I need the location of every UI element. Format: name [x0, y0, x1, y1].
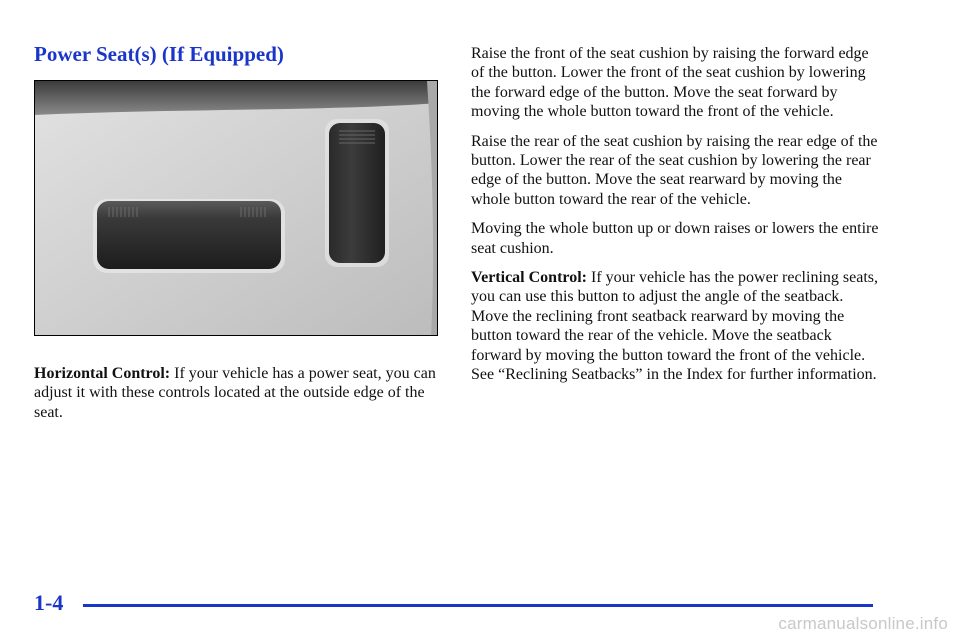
vertical-control-paragraph [471, 268, 881, 384]
horizontal-control-label: Horizontal Control: [34, 365, 171, 382]
right-column [471, 44, 881, 395]
page-number: 1-4 [34, 590, 64, 615]
seat-controls-illustration [35, 81, 438, 336]
footer-rule [83, 604, 873, 607]
vertical-control-text: If your vehicle has the power reclining seats, you can use this button to adjust the angle of the seatback. Move the reclining front seatback rearward by moving the button toward the rear of the vehicle. Move the seatback forward by moving the button toward the front of the vehicle. See “Reclining Seatbacks” in the Index for further information. [471, 269, 878, 384]
vertical-control-label: Vertical Control: [471, 269, 587, 287]
cushion-front-paragraph: Raise the front of the seat cushion by raising the forward edge of the button. Lower the front of the seat cushion by lowering the forward edge of the button. Move the seat forward by moving the whole button toward the front of the vehicle. [471, 45, 869, 121]
horizontal-control-paragraph [34, 364, 438, 422]
watermark-text: carmanualsonline.info [778, 614, 948, 633]
horizontal-control-text: If your vehicle has a power seat, you can adjust it with these controls located at the outside edge of the seat. [34, 365, 436, 421]
section-heading: Power Seat(s) (If Equipped) [34, 42, 284, 66]
seat-controls-photo [34, 80, 438, 336]
cushion-whole-paragraph: Moving the whole button up or down raises or lowers the entire seat cushion. [471, 220, 879, 257]
cushion-rear-paragraph: Raise the rear of the seat cushion by raising the rear edge of the button. Lower the rear of the seat cushion by lowering the rear edge of the button. Move the seat rearward by moving the whole button toward the rear of the vehicle. [471, 132, 878, 208]
